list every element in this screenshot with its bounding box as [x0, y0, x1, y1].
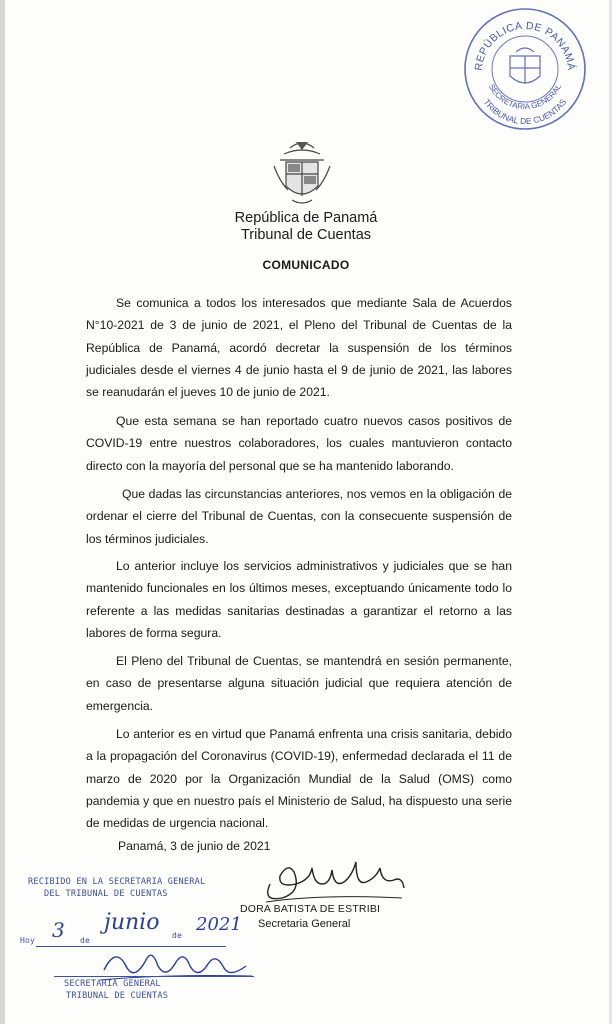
- received-month-handwritten: junio: [104, 910, 160, 935]
- scan-edge-left: [0, 0, 5, 1024]
- seal-shield-icon: [510, 48, 540, 84]
- received-stamp-signature-rule: [54, 976, 254, 977]
- paragraph-3: Que dadas las circunstancias anteriores, nos vemos en la obligación de ordenar el cierre del Tribunal de Cuentas, con la consecuente suspensión de los términos judiciales.: [86, 487, 512, 546]
- paragraph-5: El Pleno del Tribunal de Cuentas, se mantendrá en sesión permanente, en caso de presentarse alguna situación judicial que requiera atención de emergencia.: [86, 654, 512, 713]
- seal-top-text: REPÚBLICA DE PANAMÁ: [472, 19, 578, 72]
- coat-of-arms-icon: [270, 138, 334, 208]
- received-year-handwritten: 2021: [196, 914, 242, 935]
- official-seal-stamp: [462, 6, 588, 132]
- institution-heading: Tribunal de Cuentas: [240, 227, 372, 243]
- signer-title: Secretaria General: [258, 918, 351, 930]
- received-stamp-de-1: de: [80, 936, 91, 945]
- paragraph-2: Que esta semana se han reportado cuatro nuevos casos positivos de COVID-19 entre nuestros colaboradores, los cuales mantuvieron contacto directo con la mayoría del personal que se ha mantenido laborando.: [86, 414, 512, 473]
- paragraph-6: Lo anterior es en virtud que Panamá enfrenta una crisis sanitaria, debido a la propagación del Coronavirus (COVID-19), enfermedad declarada el 11 de marzo de 2020 por la Organización Mundial de la Salud (OMS) como pandemia y que en nuestro país el Ministerio de Salud, ha dispuesto una serie de medidas de urgencia nacional.: [86, 727, 512, 831]
- document-title: COMUNICADO: [262, 258, 350, 272]
- received-stamp-line-3: SECRETARIA GENERAL: [64, 979, 161, 989]
- received-stamp-line-1: RECIBIDO EN LA SECRETARIA GENERAL: [28, 877, 206, 887]
- received-stamp-hoy: Hoy: [20, 936, 36, 945]
- paragraph-1: Se comunica a todos los interesados que mediante Sala de Acuerdos N°10-2021 de 3 de junio de 2021, el Pleno del Tribunal de Cuentas de la República de Panamá, acordó decretar la suspensión de los términos judiciales desde el viernes 4 de junio hasta el 9 de junio de 2021, las labores se reanudarán el jueves 10 de junio de 2021.: [86, 296, 512, 400]
- signer-name: DORA BATISTA DE ESTRIBI: [240, 903, 381, 915]
- received-day-handwritten: 3: [52, 918, 65, 942]
- received-stamp-line-4: TRIBUNAL DE CUENTAS: [66, 991, 169, 1001]
- place-date: Panamá, 3 de junio de 2021: [118, 839, 271, 853]
- seal-bottom-text: SECRETARIA GENERAL: [486, 82, 564, 112]
- received-stamp-line-2: DEL TRIBUNAL DE CUENTAS: [44, 889, 168, 899]
- received-stamp-de-2: de: [172, 931, 183, 940]
- paragraph-4: Lo anterior incluye los servicios administrativos y judiciales que se han mantenido funcionales en los últimos meses, exceptuando únicamente todo lo referente a las medidas sanitarias destinadas a garantizar el retorno a las labores de forma segura.: [86, 559, 512, 640]
- country-heading: República de Panamá: [234, 210, 378, 226]
- seal-bottom-text-2: TRIBUNAL DE CUENTAS: [481, 96, 569, 127]
